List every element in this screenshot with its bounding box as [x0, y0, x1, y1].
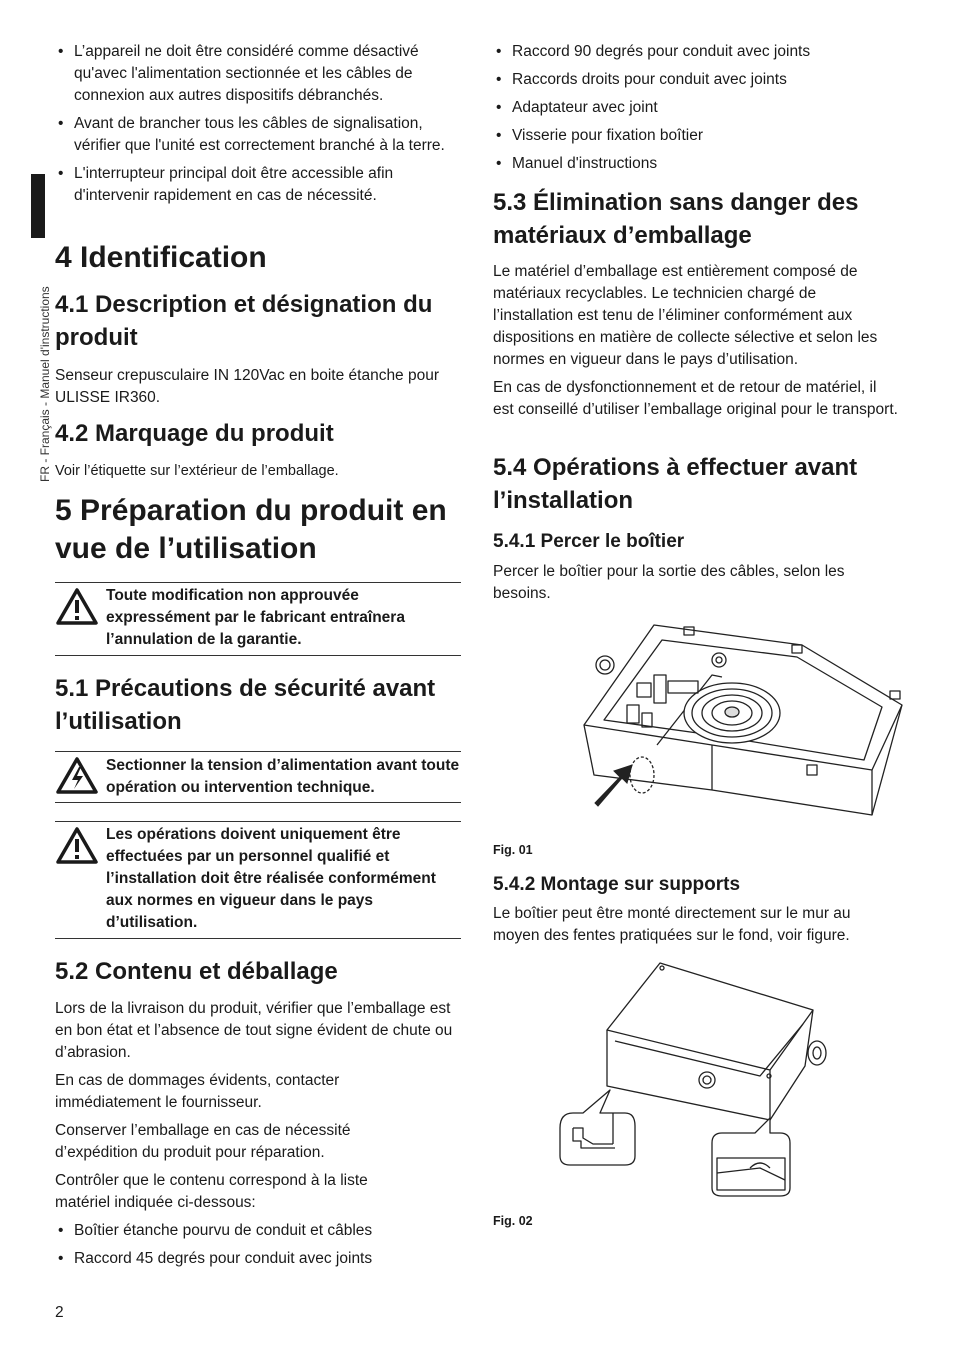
warning-triangle-icon	[55, 826, 99, 871]
section-5-heading: 5 Préparation du produit en vue de l’utilisation	[55, 494, 447, 565]
section-5-4-heading: 5.4 Opérations à effectuer avant l’installation	[493, 454, 858, 514]
side-tab-bar	[31, 174, 45, 238]
electric-hazard-icon	[55, 756, 99, 801]
list-item: • L'interrupteur principal doit être accessible afin d'intervenir rapidement en cas de nécessité.	[55, 163, 461, 207]
section-4-1-heading: 4.1 Description et désignation du produit	[55, 291, 433, 351]
section-5-2-heading: 5.2 Contenu et déballage	[55, 958, 338, 985]
section-4-2-heading: 4.2 Marquage du produit	[55, 420, 334, 447]
list-item: • Adaptateur avec joint	[493, 97, 903, 119]
figure-02-caption: Fig. 02	[493, 1214, 533, 1228]
section-4-1-text: Senseur crepusculaire IN 120Vac en boite étanche pour ULISSE IR360.	[55, 367, 440, 406]
section-5-1-heading: 5.1 Précautions de sécurité avant l’utilisation	[55, 675, 436, 735]
intro-bullet-list	[55, 41, 461, 207]
list-item: • Visserie pour fixation boîtier	[493, 125, 903, 147]
section-4-heading: 4 Identification	[55, 241, 267, 274]
section-5-2-paragraph: Contrôler que le contenu correspond à la liste matériel indiquée ci-dessous:	[55, 1172, 368, 1211]
warning-triangle-icon	[55, 587, 99, 632]
figure-01-caption: Fig. 01	[493, 843, 533, 857]
figure-02-mounting	[555, 958, 830, 1198]
page-number: 2	[55, 1304, 64, 1321]
warning-text: Les opérations doivent uniquement être effectuées par un personnel qualifié et l’installation doit être réalisée conformément aux normes en vigueur dans le pays d’utilisation.	[106, 826, 436, 931]
warning-text: Sectionner la tension d’alimentation avant toute opération ou intervention technique.	[106, 757, 460, 796]
list-item: • Raccord 90 degrés pour conduit avec joints	[493, 41, 903, 63]
section-5-2-paragraph: Lors de la livraison du produit, vérifier que l’emballage est en bon état et l’absence de tout signe évident de chute ou d’abrasion.	[55, 1000, 453, 1061]
section-5-2-paragraph: Conserver l’emballage en cas de nécessité d’expédition du produit pour réparation.	[55, 1122, 351, 1161]
warning-text: Toute modification non approuvée expressément par le fabricant entraînera l’annulation de la garantie.	[106, 587, 405, 648]
section-5-2-paragraph: En cas de dommages évidents, contacter immédiatement le fournisseur.	[55, 1072, 340, 1111]
section-5-4-2-heading: 5.4.2 Montage sur supports	[493, 874, 741, 895]
section-5-3-paragraph: En cas de dysfonctionnement et de retour de matériel, il est conseillé d’utiliser l’emballage original pour le transport.	[493, 379, 898, 418]
figure-01-drilling	[572, 615, 912, 825]
section-5-3-heading: 5.3 Élimination sans danger des matériaux d’emballage	[493, 189, 859, 249]
contents-bullet-list-continued	[493, 41, 903, 175]
list-item: • Manuel d'instructions	[493, 153, 903, 175]
warning-box-modification	[55, 582, 461, 656]
section-5-4-1-heading: 5.4.1 Percer le boîtier	[493, 531, 685, 552]
section-5-3-paragraph: Le matériel d’emballage est entièrement composé de matériaux recyclables. Le technicien chargé de l’installation est tenu de l’éliminer conformément aux dispositions en matière de collecte sélective et selon les normes en vigueur dans le pays d’utilisation.	[493, 263, 878, 368]
list-item: • Avant de brancher tous les câbles de signalisation, vérifier que l'unité est correctement branché à la terre.	[55, 113, 461, 157]
section-4-2-text: Voir l’étiquette sur l’extérieur de l’emballage.	[55, 463, 339, 479]
warning-box-qualified	[55, 821, 461, 939]
list-item: • L’appareil ne doit être considéré comme désactivé qu'avec l'alimentation sectionnée et les câbles de connexion aux autres dispositifs débranchés.	[55, 41, 461, 107]
list-item: • Raccords droits pour conduit avec joints	[493, 69, 903, 91]
section-5-4-2-text: Le boîtier peut être monté directement sur le mur au moyen des fentes pratiquées sur le fond, voir figure.	[493, 905, 851, 944]
section-5-4-1-text: Percer le boîtier pour la sortie des câbles, selon les besoins.	[493, 563, 845, 602]
contents-bullet-list	[55, 1220, 461, 1270]
side-tab-label: FR - Français - Manuel d'instructions	[38, 286, 52, 482]
warning-box-power	[55, 751, 461, 803]
list-item: • Raccord 45 degrés pour conduit avec joints	[55, 1248, 461, 1270]
list-item: • Boîtier étanche pourvu de conduit et câbles	[55, 1220, 461, 1242]
